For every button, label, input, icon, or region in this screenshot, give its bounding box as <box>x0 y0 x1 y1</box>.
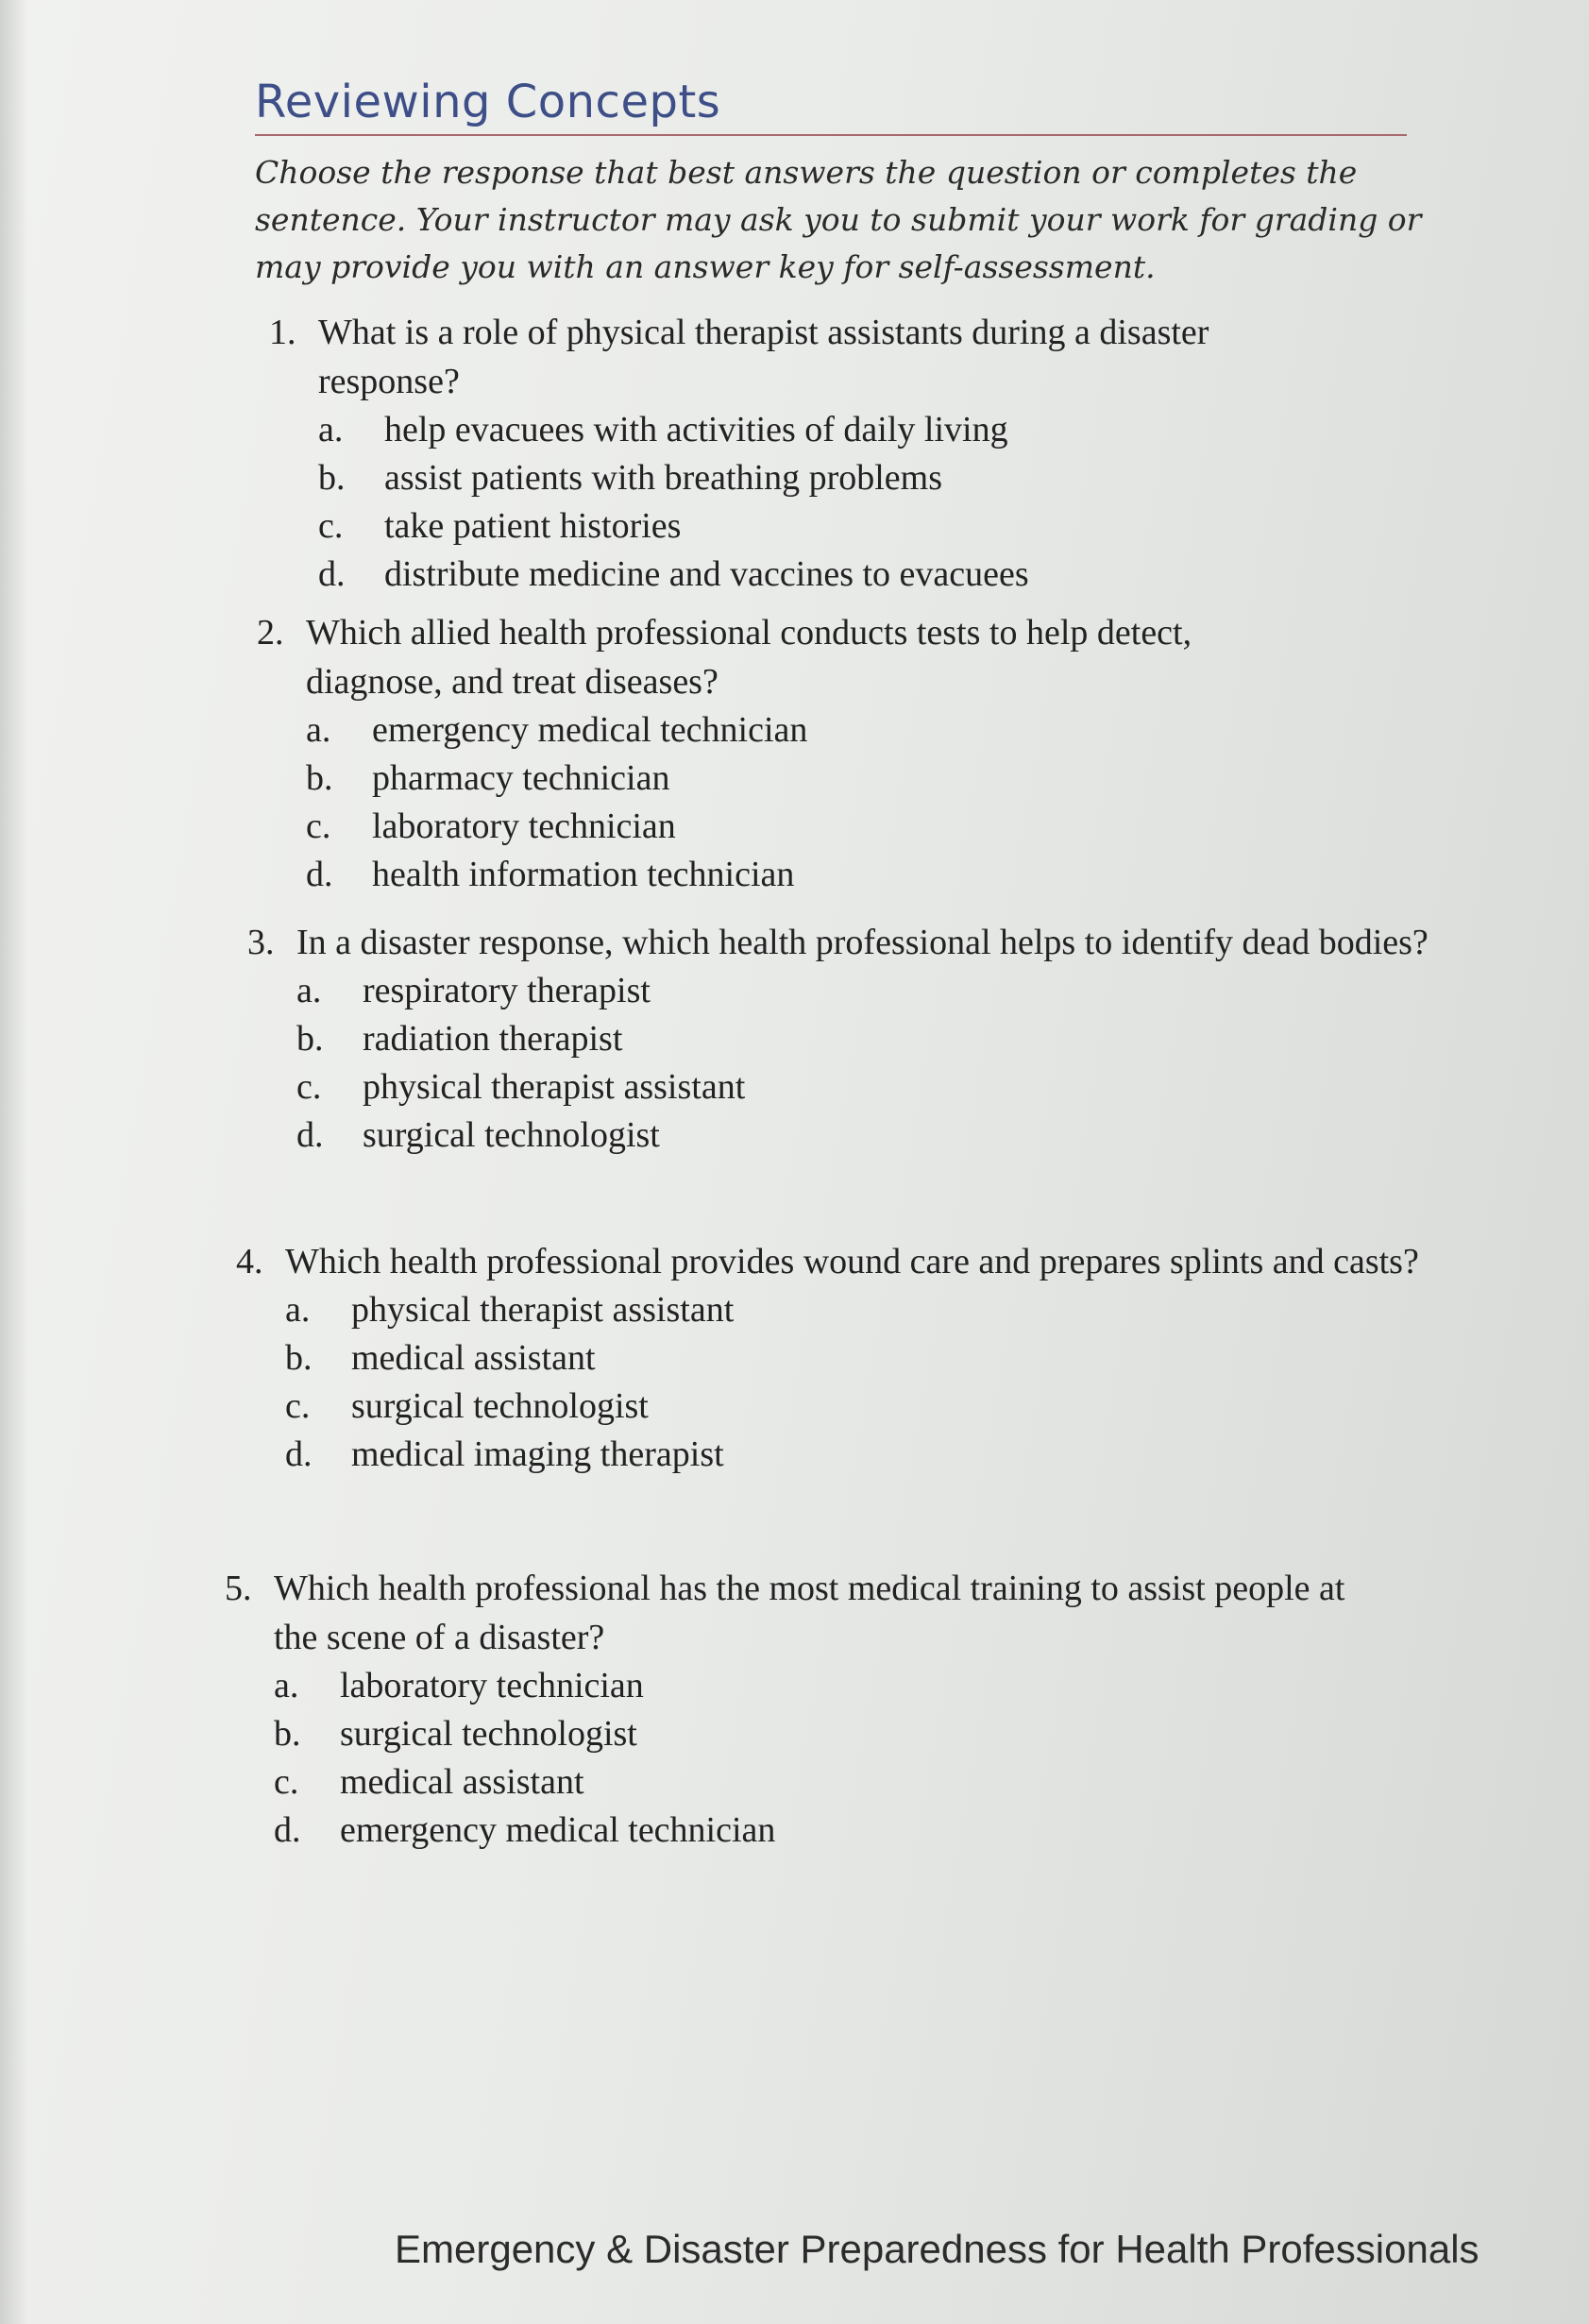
question-number: 1. <box>269 313 296 352</box>
option-c[interactable] <box>318 502 1281 551</box>
question-2 <box>257 608 1288 899</box>
option-b[interactable] <box>306 755 1288 803</box>
option-c[interactable] <box>274 1758 1388 1807</box>
question-number: 2. <box>257 613 284 653</box>
option-letter: c. <box>285 1386 311 1426</box>
option-d[interactable] <box>274 1807 1388 1855</box>
instructions-text: Choose the response that best answers the question or completes the sentence. Your instructor may ask you to submit your work for grading or may provide you with an answer key for self-assessment. <box>255 154 1422 285</box>
option-text: physical therapist assistant <box>351 1290 735 1330</box>
book-title-footer: Emergency & Disaster Preparedness for Health Professionals <box>395 2227 1479 2271</box>
option-a[interactable] <box>274 1662 1388 1710</box>
option-text: surgical technologist <box>340 1714 637 1754</box>
option-letter: c. <box>306 806 331 846</box>
option-text: emergency medical technician <box>372 710 808 750</box>
option-a[interactable] <box>306 706 1288 755</box>
question-text: What is a role of physical therapist assistants during a disaster response? <box>318 313 1209 401</box>
option-text: laboratory technician <box>340 1666 644 1705</box>
option-d[interactable] <box>306 851 1288 899</box>
question-number: 4. <box>236 1242 263 1281</box>
option-c[interactable] <box>296 1063 1429 1111</box>
option-letter: b. <box>296 1019 324 1059</box>
question-stem <box>269 308 1281 406</box>
option-letter: a. <box>274 1666 299 1705</box>
option-text: respiratory therapist <box>363 971 651 1010</box>
option-text: surgical technologist <box>351 1386 649 1426</box>
option-text: medical imaging therapist <box>351 1434 724 1474</box>
option-letter: b. <box>285 1338 313 1378</box>
option-d[interactable] <box>318 551 1281 599</box>
question-text: Which allied health professional conducts tests to help detect, diagnose, and treat diseases? <box>306 613 1192 702</box>
page-edge-shadow <box>0 0 28 2324</box>
question-text: In a disaster response, which health professional helps to identify dead bodies? <box>296 923 1428 962</box>
question-5 <box>225 1564 1388 1855</box>
answer-options <box>236 1286 1437 1479</box>
option-text: distribute medicine and vaccines to evacuees <box>384 554 1029 594</box>
question-stem <box>257 608 1288 706</box>
option-letter: a. <box>318 410 344 450</box>
question-4 <box>236 1237 1437 1479</box>
question-number: 3. <box>247 923 275 962</box>
option-text: health information technician <box>372 855 795 894</box>
option-d[interactable] <box>296 1111 1429 1160</box>
option-a[interactable] <box>318 406 1281 454</box>
question-stem <box>236 1237 1437 1286</box>
option-letter: d. <box>318 554 346 594</box>
option-a[interactable] <box>296 967 1429 1015</box>
option-letter: d. <box>274 1810 301 1850</box>
option-b[interactable] <box>285 1334 1437 1383</box>
question-stem <box>247 918 1429 967</box>
question-1 <box>269 308 1281 599</box>
answer-options <box>247 967 1429 1160</box>
option-text: laboratory technician <box>372 806 676 846</box>
option-letter: c. <box>318 506 344 546</box>
option-letter: d. <box>306 855 333 894</box>
option-letter: b. <box>306 758 333 798</box>
answer-options <box>257 706 1288 899</box>
question-number: 5. <box>225 1569 252 1608</box>
option-letter: d. <box>285 1434 313 1474</box>
option-letter: a. <box>306 710 331 750</box>
option-b[interactable] <box>274 1710 1388 1758</box>
option-text: pharmacy technician <box>372 758 670 798</box>
option-text: radiation therapist <box>363 1019 623 1059</box>
option-b[interactable] <box>296 1015 1429 1063</box>
option-letter: d. <box>296 1115 324 1155</box>
answer-options <box>225 1662 1388 1855</box>
option-c[interactable] <box>306 803 1288 851</box>
question-text: Which health professional provides wound care and prepares splints and casts? <box>285 1242 1419 1281</box>
option-letter: b. <box>318 458 346 498</box>
option-text: surgical technologist <box>363 1115 660 1155</box>
option-text: physical therapist assistant <box>363 1067 746 1107</box>
option-text: take patient histories <box>384 506 682 546</box>
question-3 <box>247 918 1429 1160</box>
option-a[interactable] <box>285 1286 1437 1334</box>
option-c[interactable] <box>285 1383 1437 1431</box>
option-text: emergency medical technician <box>340 1810 776 1850</box>
section-header <box>255 76 1407 136</box>
option-letter: b. <box>274 1714 301 1754</box>
question-stem <box>225 1564 1388 1662</box>
option-b[interactable] <box>318 454 1281 502</box>
option-letter: a. <box>285 1290 311 1330</box>
option-d[interactable] <box>285 1431 1437 1479</box>
answer-options <box>269 406 1281 599</box>
option-letter: c. <box>296 1067 322 1107</box>
option-letter: c. <box>274 1762 299 1802</box>
question-text: Which health professional has the most medical training to assist people at the scene of a disaster? <box>274 1569 1345 1657</box>
option-letter: a. <box>296 971 322 1010</box>
option-text: medical assistant <box>351 1338 596 1378</box>
option-text: help evacuees with activities of daily living <box>384 410 1008 450</box>
option-text: medical assistant <box>340 1762 584 1802</box>
section-title: Reviewing Concepts <box>255 76 721 128</box>
option-text: assist patients with breathing problems <box>384 458 943 498</box>
